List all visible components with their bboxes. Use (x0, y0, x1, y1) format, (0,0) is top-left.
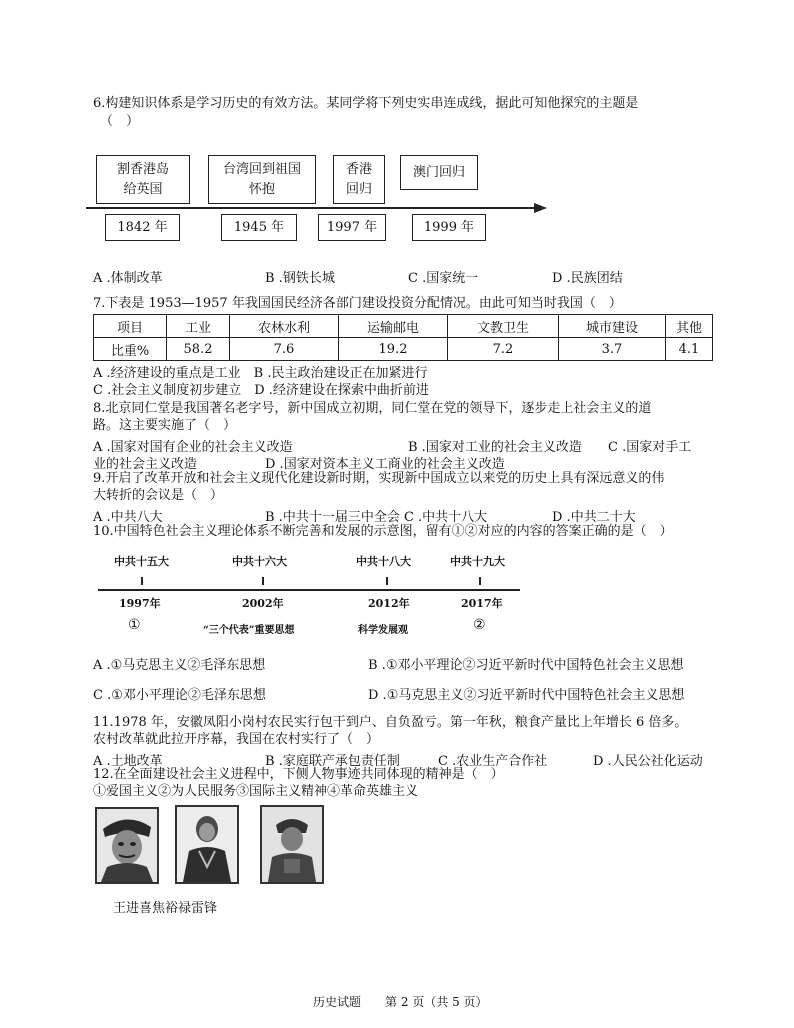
portrait-photo-1 (95, 807, 159, 884)
q9-stem-line2: 大转折的会议是（ ） (93, 488, 224, 503)
timeline-arrow-icon (534, 202, 548, 214)
q8-option-a: A .国家对国有企业的社会主义改造 (93, 440, 293, 455)
q6-year-box: 1842 年 (105, 214, 180, 241)
table-header-cell: 工业 (167, 315, 230, 338)
q11-option-a: A .土地改革 (93, 754, 163, 769)
q10-option-a: A .①马克思主义②毛泽东思想 (93, 658, 266, 673)
table-cell: 4.1 (666, 338, 713, 361)
table-header-cell: 项目 (94, 315, 167, 338)
q10-congress-label: 中共十九大 (450, 555, 505, 568)
q6-option-c: C .国家统一 (408, 271, 479, 286)
table-header-cell: 运输邮电 (339, 315, 448, 338)
table-cell: 7.6 (230, 338, 339, 361)
page-footer: 历史试题 第 2 页（共 5 页） (313, 995, 488, 1009)
q11-option-d: D .人民公社化运动 (593, 754, 703, 769)
q6-event-box: 台湾回到祖国 怀抱 (208, 155, 316, 204)
q9-option-bc: B .中共十一届三中全会 C .中共十八大 (265, 510, 488, 525)
table-cell: 19.2 (339, 338, 448, 361)
q10-timeline-tick (479, 577, 481, 585)
q7-options-line2: C .社会主义制度初步建立 D .经济建设在探索中曲折前进 (93, 383, 429, 398)
q10-option-d: D .①马克思主义②习近平新时代中国特色社会主义思想 (368, 688, 685, 703)
q10-timeline-tick (141, 577, 143, 585)
q6-year-box: 1997 年 (318, 214, 386, 241)
q6-event-box: 香港 回归 (333, 155, 385, 204)
table-cell: 3.7 (559, 338, 666, 361)
q10-year-label: 2012年 (368, 597, 410, 610)
portrait-photo-3 (260, 805, 324, 884)
q12-photo-caption: 王进喜焦裕禄雷锋 (113, 901, 218, 916)
q6-stem: 6.构建知识体系是学习历史的有效方法。某同学将下列史实串连成线，据此可知他探究的主题是 (93, 96, 639, 111)
q11-stem-line2: 农村改革就此拉开序幕，我国在农村实行了（ ） (93, 732, 380, 747)
q12-stem: 12.在全面建设社会主义进程中，下侧人物事迹共同体现的精神是（ ） (93, 767, 504, 782)
q10-year-label: 2002年 (242, 597, 284, 610)
q6-year-box: 1999 年 (412, 214, 486, 241)
q8-stem-line1: 8.北京同仁堂是我国著名老字号，新中国成立初期，同仁堂在党的领导下，逐步走上社会主义的道 (93, 401, 652, 416)
q7-options-line1: A .经济建设的重点是工业 B .民主政治建设正在加紧进行 (93, 366, 428, 381)
q11-option-c: C .农业生产合作社 (438, 754, 548, 769)
q6-answer-paren: （ ） (100, 114, 140, 129)
q6-timeline-axis (86, 207, 538, 209)
q10-year-label: 1997年 (119, 597, 161, 610)
table-header-row (94, 315, 713, 338)
q9-option-a: A .中共八大 (93, 510, 163, 525)
q10-timeline-tick (262, 577, 264, 585)
table-header-cell: 文教卫生 (448, 315, 559, 338)
q6-option-d: D .民族团结 (552, 271, 623, 286)
q8-option-d: D .国家对资本主义工商业的社会主义改造 (265, 457, 505, 472)
q10-option-c: C .①邓小平理论②毛泽东思想 (93, 688, 266, 703)
q10-congress-label: 中共十八大 (356, 555, 411, 568)
q10-year-label: 2017年 (461, 597, 503, 610)
q10-stem: 10.中国特色社会主义理论体系不断完善和发展的示意图，留有①②对应的内容的答案正确的是（ ） (93, 524, 673, 539)
table-header-cell: 其他 (666, 315, 713, 338)
portrait-photo-2 (175, 805, 239, 884)
q10-congress-label: 中共十六大 (232, 555, 287, 568)
q10-option-b: B .①邓小平理论②习近平新时代中国特色社会主义思想 (368, 658, 684, 673)
q8-stem-line2: 路。这主要实施了（ ） (93, 418, 237, 433)
table-cell: 比重% (94, 338, 167, 361)
q9-option-d: D .中共二十大 (552, 510, 636, 525)
q11-stem-line1: 11.1978 年，安徽凤阳小岗村农民实行包干到户、自负盈亏。第一年秋，粮食产量比上年增长 6 倍多。 (93, 715, 688, 730)
table-header-cell: 农林水利 (230, 315, 339, 338)
table-cell: 7.2 (448, 338, 559, 361)
table-cell: 58.2 (167, 338, 230, 361)
q6-option-b: B .钢铁长城 (265, 271, 335, 286)
q10-timeline-tick (386, 577, 388, 585)
q7-investment-table (93, 314, 713, 361)
q11-option-b: B .家庭联产承包责任制 (265, 754, 400, 769)
q12-choices: ①爱国主义②为人民服务③国际主义精神④革命英雄主义 (93, 784, 419, 799)
q9-stem-line1: 9.开启了改革开放和社会主义现代化建设新时期，实现新中国成立以来党的历史上具有深远意义的伟 (93, 471, 665, 486)
q8-option-c-cont: 业的社会主义改造 (93, 457, 198, 472)
q7-stem: 7.下表是 1953—1957 年我国国民经济各部门建设投资分配情况。由此可知当时我国（ ） (93, 296, 622, 311)
q10-item-label: 科学发展观 (358, 625, 408, 636)
q6-event-box: 澳门回归 (400, 155, 478, 190)
q8-option-b: B .国家对工业的社会主义改造 (408, 440, 582, 455)
q10-blank-1: ① (128, 617, 141, 633)
table-header-cell: 城市建设 (559, 315, 666, 338)
q6-year-box: 1945 年 (221, 214, 297, 241)
q10-congress-label: 中共十五大 (114, 555, 169, 568)
q10-blank-2: ② (473, 617, 486, 633)
q6-event-box: 割香港岛 给英国 (96, 155, 190, 204)
table-row (94, 338, 713, 361)
q10-item-label: “三个代表”重要思想 (203, 625, 295, 636)
q6-option-a: A .体制改革 (93, 271, 163, 286)
q10-timeline-axis (98, 589, 520, 591)
q8-option-c: C .国家对手工 (608, 440, 692, 455)
